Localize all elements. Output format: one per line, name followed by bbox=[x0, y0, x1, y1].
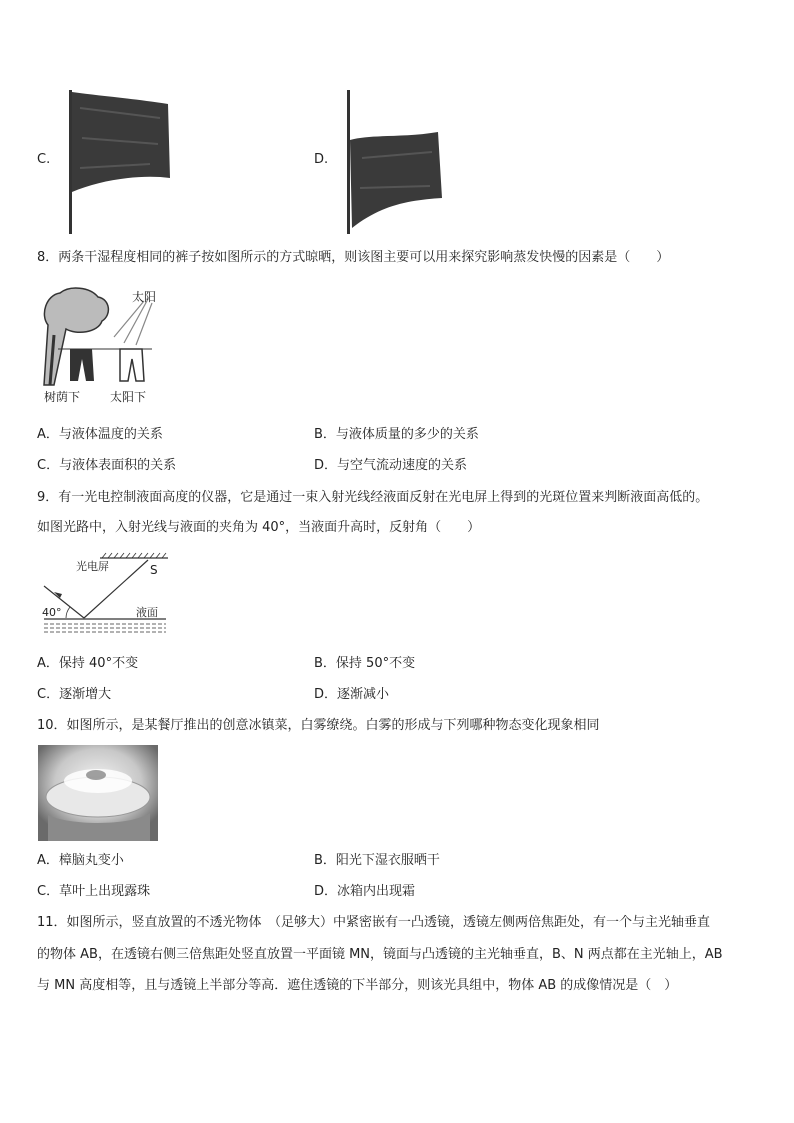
q9-stem-line2: 如图光路中，入射光线与液面的夹角为 40°，当液面升高时，反射角（ ） bbox=[37, 520, 481, 535]
q11-stem-line1: 11．如图所示，竖直放置的不透光物体 （足够大）中紧密嵌有一凸透镜，透镜左侧两倍焦距处，有一个与主光轴垂直 bbox=[37, 915, 711, 930]
q9-option-c: C．逐渐增大 bbox=[37, 687, 112, 702]
q8-option-a: A．与液体温度的关系 bbox=[37, 427, 163, 442]
q9-stem-line1: 9．有一光电控制液面高度的仪器，它是通过一束入射光线经液面反射在光电屏上得到的光斑位置来判断液面高低的。 bbox=[37, 490, 709, 505]
q8-sunny-label: 太阳下 bbox=[110, 390, 147, 404]
q9-option-d: D．逐渐减小 bbox=[314, 687, 390, 702]
q9-s-label: S bbox=[150, 563, 158, 577]
q9-option-b: B．保持 50°不变 bbox=[314, 656, 416, 671]
q8-option-b: B．与液体质量的多少的关系 bbox=[314, 427, 479, 442]
q8-figure-tree-sun bbox=[40, 285, 166, 407]
q8-shade-label: 树荫下 bbox=[44, 390, 81, 404]
q9-angle-label: 40° bbox=[42, 606, 62, 619]
q8-option-d: D．与空气流动速度的关系 bbox=[314, 458, 468, 473]
q7-option-d-flag-image bbox=[342, 88, 452, 236]
q10-option-a: A．樟脑丸变小 bbox=[37, 853, 124, 868]
q10-option-c: C．草叶上出现露珠 bbox=[37, 884, 151, 899]
q7-option-d-label: D. bbox=[314, 152, 329, 167]
q10-option-b: B．阳光下湿衣服晒干 bbox=[314, 853, 440, 868]
q9-option-a: A．保持 40°不变 bbox=[37, 656, 139, 671]
q7-option-c-flag-image bbox=[60, 88, 180, 236]
q10-stem: 10．如图所示，是某餐厅推出的创意冰镇菜，白雾缭绕。白雾的形成与下列哪种物态变化现象相同 bbox=[37, 718, 600, 733]
q8-sun-label: 太阳 bbox=[132, 290, 157, 304]
q9-liquid-label: 液面 bbox=[136, 606, 158, 619]
q7-option-c-label: C. bbox=[37, 152, 51, 167]
q9-screen-label: 光电屏 bbox=[76, 560, 109, 573]
q11-stem-line2: 的物体 AB，在透镜右侧三倍焦距处竖直放置一平面镜 MN，镜面与凸透镜的主光轴垂直，B、N 两点都在主光轴上，AB bbox=[37, 947, 723, 962]
q8-stem: 8．两条干湿程度相同的裤子按如图所示的方式晾晒，则该图主要可以用来探究影响蒸发快慢的因素是（ ） bbox=[37, 250, 670, 265]
q10-figure-ice-dish-photo bbox=[38, 745, 158, 841]
q10-option-d: D．冰箱内出现霜 bbox=[314, 884, 416, 899]
q9-figure-light-path bbox=[40, 552, 170, 638]
q11-stem-line3: 与 MN 高度相等，且与透镜上半部分等高．遮住透镜的下半部分，则该光具组中，物体 AB 的成像情况是（ ） bbox=[37, 978, 678, 993]
q8-option-c: C．与液体表面积的关系 bbox=[37, 458, 177, 473]
